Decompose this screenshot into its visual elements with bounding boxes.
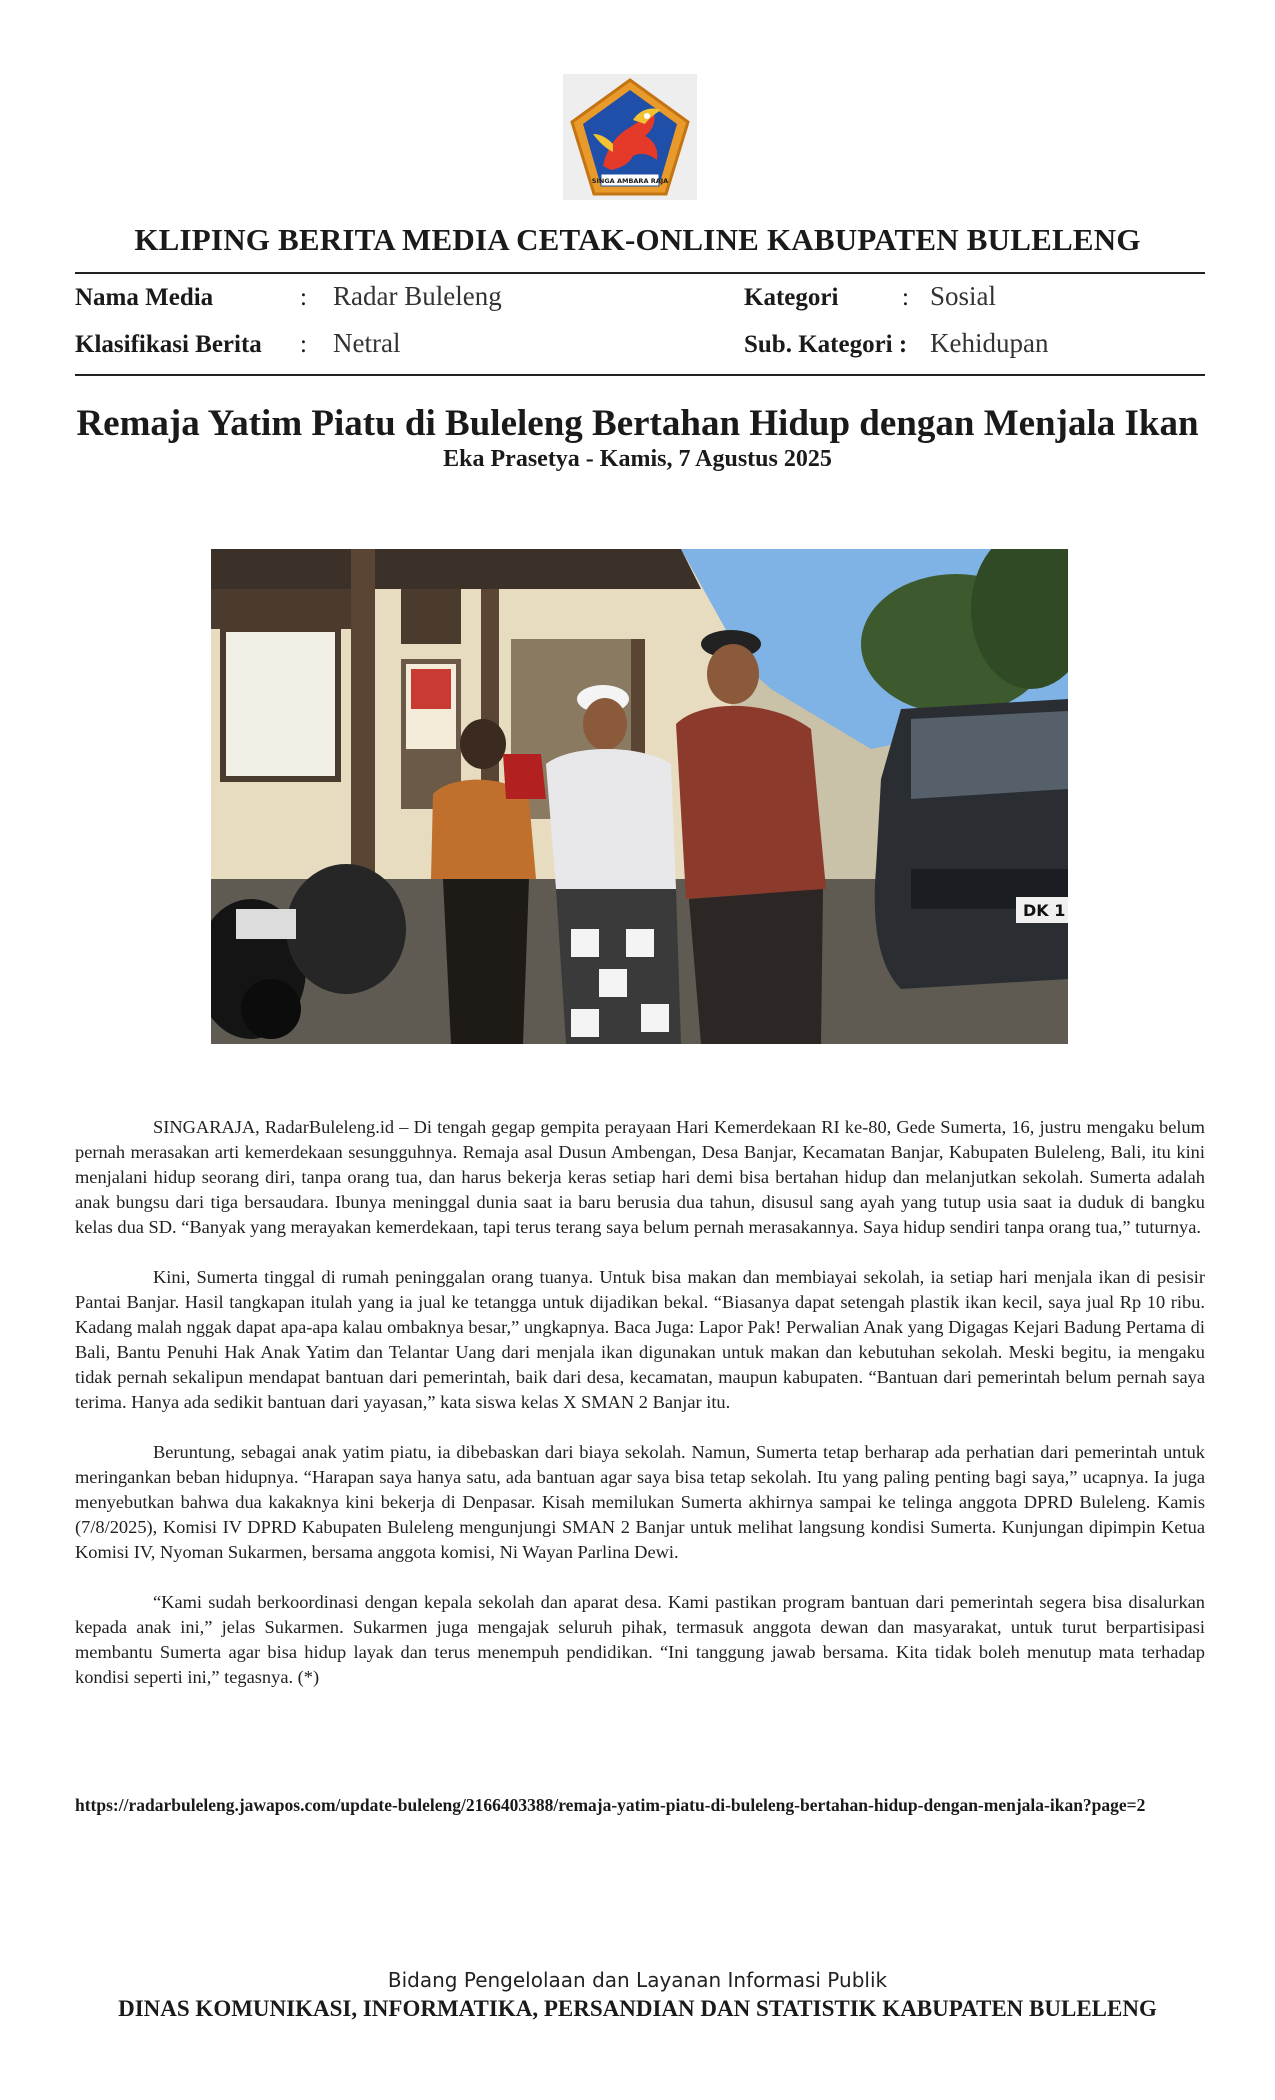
article-paragraph: SINGARAJA, RadarBuleleng.id – Di tengah gegap gempita perayaan Hari Kemerdekaan RI ke-80, Gede Sumerta, 16, justru mengaku belum pernah merasakan arti kemerdekaan sesungguhnya. Remaja asal Dusun Ambengan, Desa Banjar, Kecamatan Banjar, Kabupaten Buleleng, Bali, itu kini menjalani hidup seorang diri, tanpa orang tua, dan harus bekerja keras setiap hari demi bisa bertahan hidup dan melanjutkan sekolah. Sumerta adalah anak bungsu dari tiga bersaudara. Ibunya meninggal dunia saat ia baru berusia dua tahun, disusul sang ayah yang tutup usia saat ia duduk di bangku kelas dua SD. “Banyak yang merayakan kemerdekaan, tapi terus terang saya belum pernah merasakannya. Saya hidup sendiri tanpa orang tua,” tuturnya. xyxy=(75,1117,1205,1237)
kategori-colon: : xyxy=(902,284,909,311)
article-body xyxy=(75,1115,1205,1715)
article-paragraph: Beruntung, sebagai anak yatim piatu, ia dibebaskan dari biaya sekolah. Namun, Sumerta tetap berharap ada perhatian dari pemerintah untuk meringankan beban hidupnya. “Harapan saya hanya satu, ada bantuan agar saya bisa tetap sekolah. Itu yang paling penting bagi saya,” ucapnya. Ia juga menyebutkan bahwa dua kakaknya kini bekerja di Denpasar. Kisah memilukan Sumerta akhirnya sampai ke telinga anggota DPRD Buleleng. Kamis (7/8/2025), Komisi IV DPRD Kabupaten Buleleng mengunjungi SMAN 2 Banjar untuk melihat langsung kondisi Sumerta. Kunjungan dipimpin Ketua Komisi IV, Nyoman Sukarmen, bersama anggota komisi, Ni Wayan Parlina Dewi. xyxy=(75,1442,1205,1562)
article-paragraph: “Kami sudah berkoordinasi dengan kepala sekolah dan aparat desa. Kami pastikan program bantuan dari pemerintah segera bisa disalurkan kepada anak ini,” jelas Sukarmen. Sukarmen juga mengajak seluruh pihak, termasuk anggota dewan dan masyarakat, untuk turut berpartisipasi membantu Sumerta agar bisa hidup layak dan terus menempuh pendidikan. “Ini tanggung jawab bersama. Kita tidak boleh menutup mata terhadap kondisi seperti ini,” tegasnya. (*) xyxy=(75,1592,1205,1687)
logo-motto: SINGA AMBARA RAJA xyxy=(591,177,669,185)
kategori-value: Sosial xyxy=(930,281,997,311)
klasifikasi-colon: : xyxy=(300,331,307,358)
media-value: Radar Buleleng xyxy=(333,281,502,311)
klasifikasi-label: Klasifikasi Berita xyxy=(75,331,262,358)
document-title: KLIPING BERITA MEDIA CETAK-ONLINE KABUPATEN BULELENG xyxy=(134,222,1141,257)
article-headline: Remaja Yatim Piatu di Buleleng Bertahan Hidup dengan Menjala Ikan xyxy=(76,403,1199,444)
footer-department: DINAS KOMUNIKASI, INFORMATIKA, PERSANDIAN DAN STATISTIK KABUPATEN BULELENG xyxy=(118,1996,1157,2021)
footer-unit: Bidang Pengelolaan dan Layanan Informasi Publik xyxy=(387,1968,888,1992)
media-colon: : xyxy=(300,284,307,311)
car-plate-text: DK 1 xyxy=(1023,901,1066,920)
singa-ambara-raja-emblem-icon xyxy=(563,74,697,200)
source-url-link[interactable]: https://radarbuleleng.jawapos.com/update-buleleng/2166403388/remaja-yatim-piatu-di-buleleng-bertahan-hidup-dengan-menjala-ikan?page=2 xyxy=(75,1795,1146,1815)
meta-divider xyxy=(75,374,1205,376)
article-photo xyxy=(211,549,1068,1044)
title-divider xyxy=(75,272,1205,274)
klasifikasi-value: Netral xyxy=(333,328,401,358)
subkategori-label: Sub. Kategori : xyxy=(744,331,908,358)
article-byline: Eka Prasetya - Kamis, 7 Agustus 2025 xyxy=(443,446,832,472)
article-paragraph: Kini, Sumerta tinggal di rumah peninggalan orang tuanya. Untuk bisa makan dan membiayai sekolah, ia setiap hari menjala ikan di pesisir Pantai Banjar. Hasil tangkapan itulah yang ia jual ke tetangga untuk dijadikan bekal. “Biasanya dapat setengah plastik ikan kecil, saya jual Rp 10 ribu. Kadang malah nggak dapat apa-apa kalau ombaknya besar,” ungkapnya. Baca Juga: Lapor Pak! Perwalian Anak yang Digagas Kejari Badung Pertama di Bali, Bantu Penuhi Hak Anak Yatim dan Telantar Uang dari menjala ikan digunakan untuk makan dan kebutuhan sekolah. Meski begitu, ia mengaku tidak pernah sekalipun mendapat bantuan dari pemerintah, baik dari desa, kecamatan, maupun kabupaten. “Bantuan dari pemerintah belum pernah saya terima. Hanya ada sedikit bantuan dari yayasan,” kata siswa kelas X SMAN 2 Banjar itu. xyxy=(75,1267,1205,1412)
subkategori-value: Kehidupan xyxy=(930,328,1049,358)
media-label: Nama Media xyxy=(75,284,214,311)
kategori-label: Kategori xyxy=(744,284,839,311)
